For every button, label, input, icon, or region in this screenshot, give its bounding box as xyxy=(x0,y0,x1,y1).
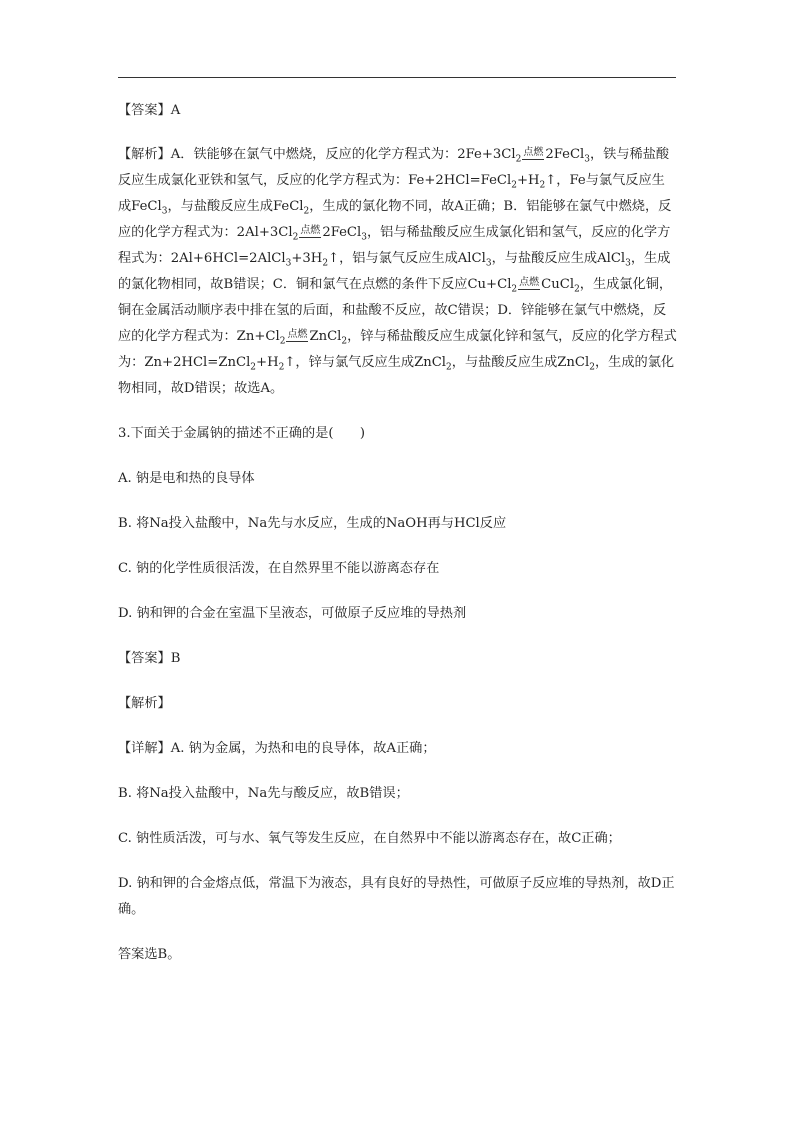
detail-a: 【详解】A. 钠为金属，为热和电的良导体，故A正确； xyxy=(118,741,436,756)
option-a: A. 钠是电和热的良导体 xyxy=(118,471,255,486)
question-3-stem: 3.下面关于金属钠的描述不正确的是( ) xyxy=(118,426,366,441)
option-d: D. 钠和钾的合金在室温下呈液态，可做原子反应堆的导热剂 xyxy=(118,606,467,621)
document-body xyxy=(118,98,678,968)
detail-d: D. 钠和钾的合金熔点低，常温下为液态，具有良好的导热性，可做原子反应堆的导热剂，故D正确。 xyxy=(118,876,675,917)
final-answer: 答案选B。 xyxy=(118,947,181,962)
analysis-3-label: 【解析】 xyxy=(118,696,171,711)
answer-3: 【答案】B xyxy=(118,651,181,666)
answer-1: 【答案】A xyxy=(118,103,181,118)
reaction-condition: 点燃 xyxy=(300,225,321,236)
reaction-condition: 点燃 xyxy=(287,329,308,340)
header-rule xyxy=(118,77,676,78)
analysis-1: 【解析】A．铁能够在氯气中燃烧，反应的化学方程式为：$2Fe+3Cl_2$点燃 2FeCl$_3$，铁与稀盐酸反应生成氯化亚铁和氢气，反应的化学方程式为：$Fe+2HCl=FeCl_2+H_2↑$，Fe与氯气反应生成FeCl$_3$，与盐酸反应生成FeCl$_2$，生成的氯化物不同，故A正确；B．铝能够在氯气中燃烧，反应的化学方程式为：$2Al+3Cl_2$点燃 2FeCl$_3$，铝与稀盐酸反应生成氯化铝和氢气，反应的化学方程式为：$2Al+6HCl=2AlCl_3+3H_2↑$，铝与氯气反应生成AlCl$_3$，与盐酸反应生成AlCl$_3$，生成的氯化物相同，故B错误；C．铜和氯气在点燃的条件下反应$Cu+Cl_2$点燃 CuCl$_2$，生成氯化铜，铜在金属活动顺序表中排在氢的后面，和盐酸不反应，故C错误；D．锌能够在氯气中燃烧，反应的化学方程式为：$Zn+Cl_2$点燃 ZnCl$_2$，锌与稀盐酸反应生成氯化锌和氢气，反应的化学方程式为：$Zn+2HCl=ZnCl_2+H_2↑$，锌与氯气反应生成ZnCl$_2$，与盐酸反应生成ZnCl$_2$，生成的氯化物相同，故D错误；故选A。 xyxy=(118,147,677,396)
option-b: B. 将Na投入盐酸中，Na先与水反应，生成的NaOH再与HCl反应 xyxy=(118,516,507,531)
detail-b: B. 将Na投入盐酸中，Na先与酸反应，故B错误； xyxy=(118,786,409,801)
option-c: C. 钠的化学性质很活泼，在自然界里不能以游离态存在 xyxy=(118,561,440,576)
reaction-condition: 点燃 xyxy=(523,147,544,158)
detail-c: C. 钠性质活泼，可与水、氧气等发生反应，在自然界中不能以游离态存在，故C正确； xyxy=(118,831,621,846)
reaction-condition: 点燃 xyxy=(519,277,540,288)
